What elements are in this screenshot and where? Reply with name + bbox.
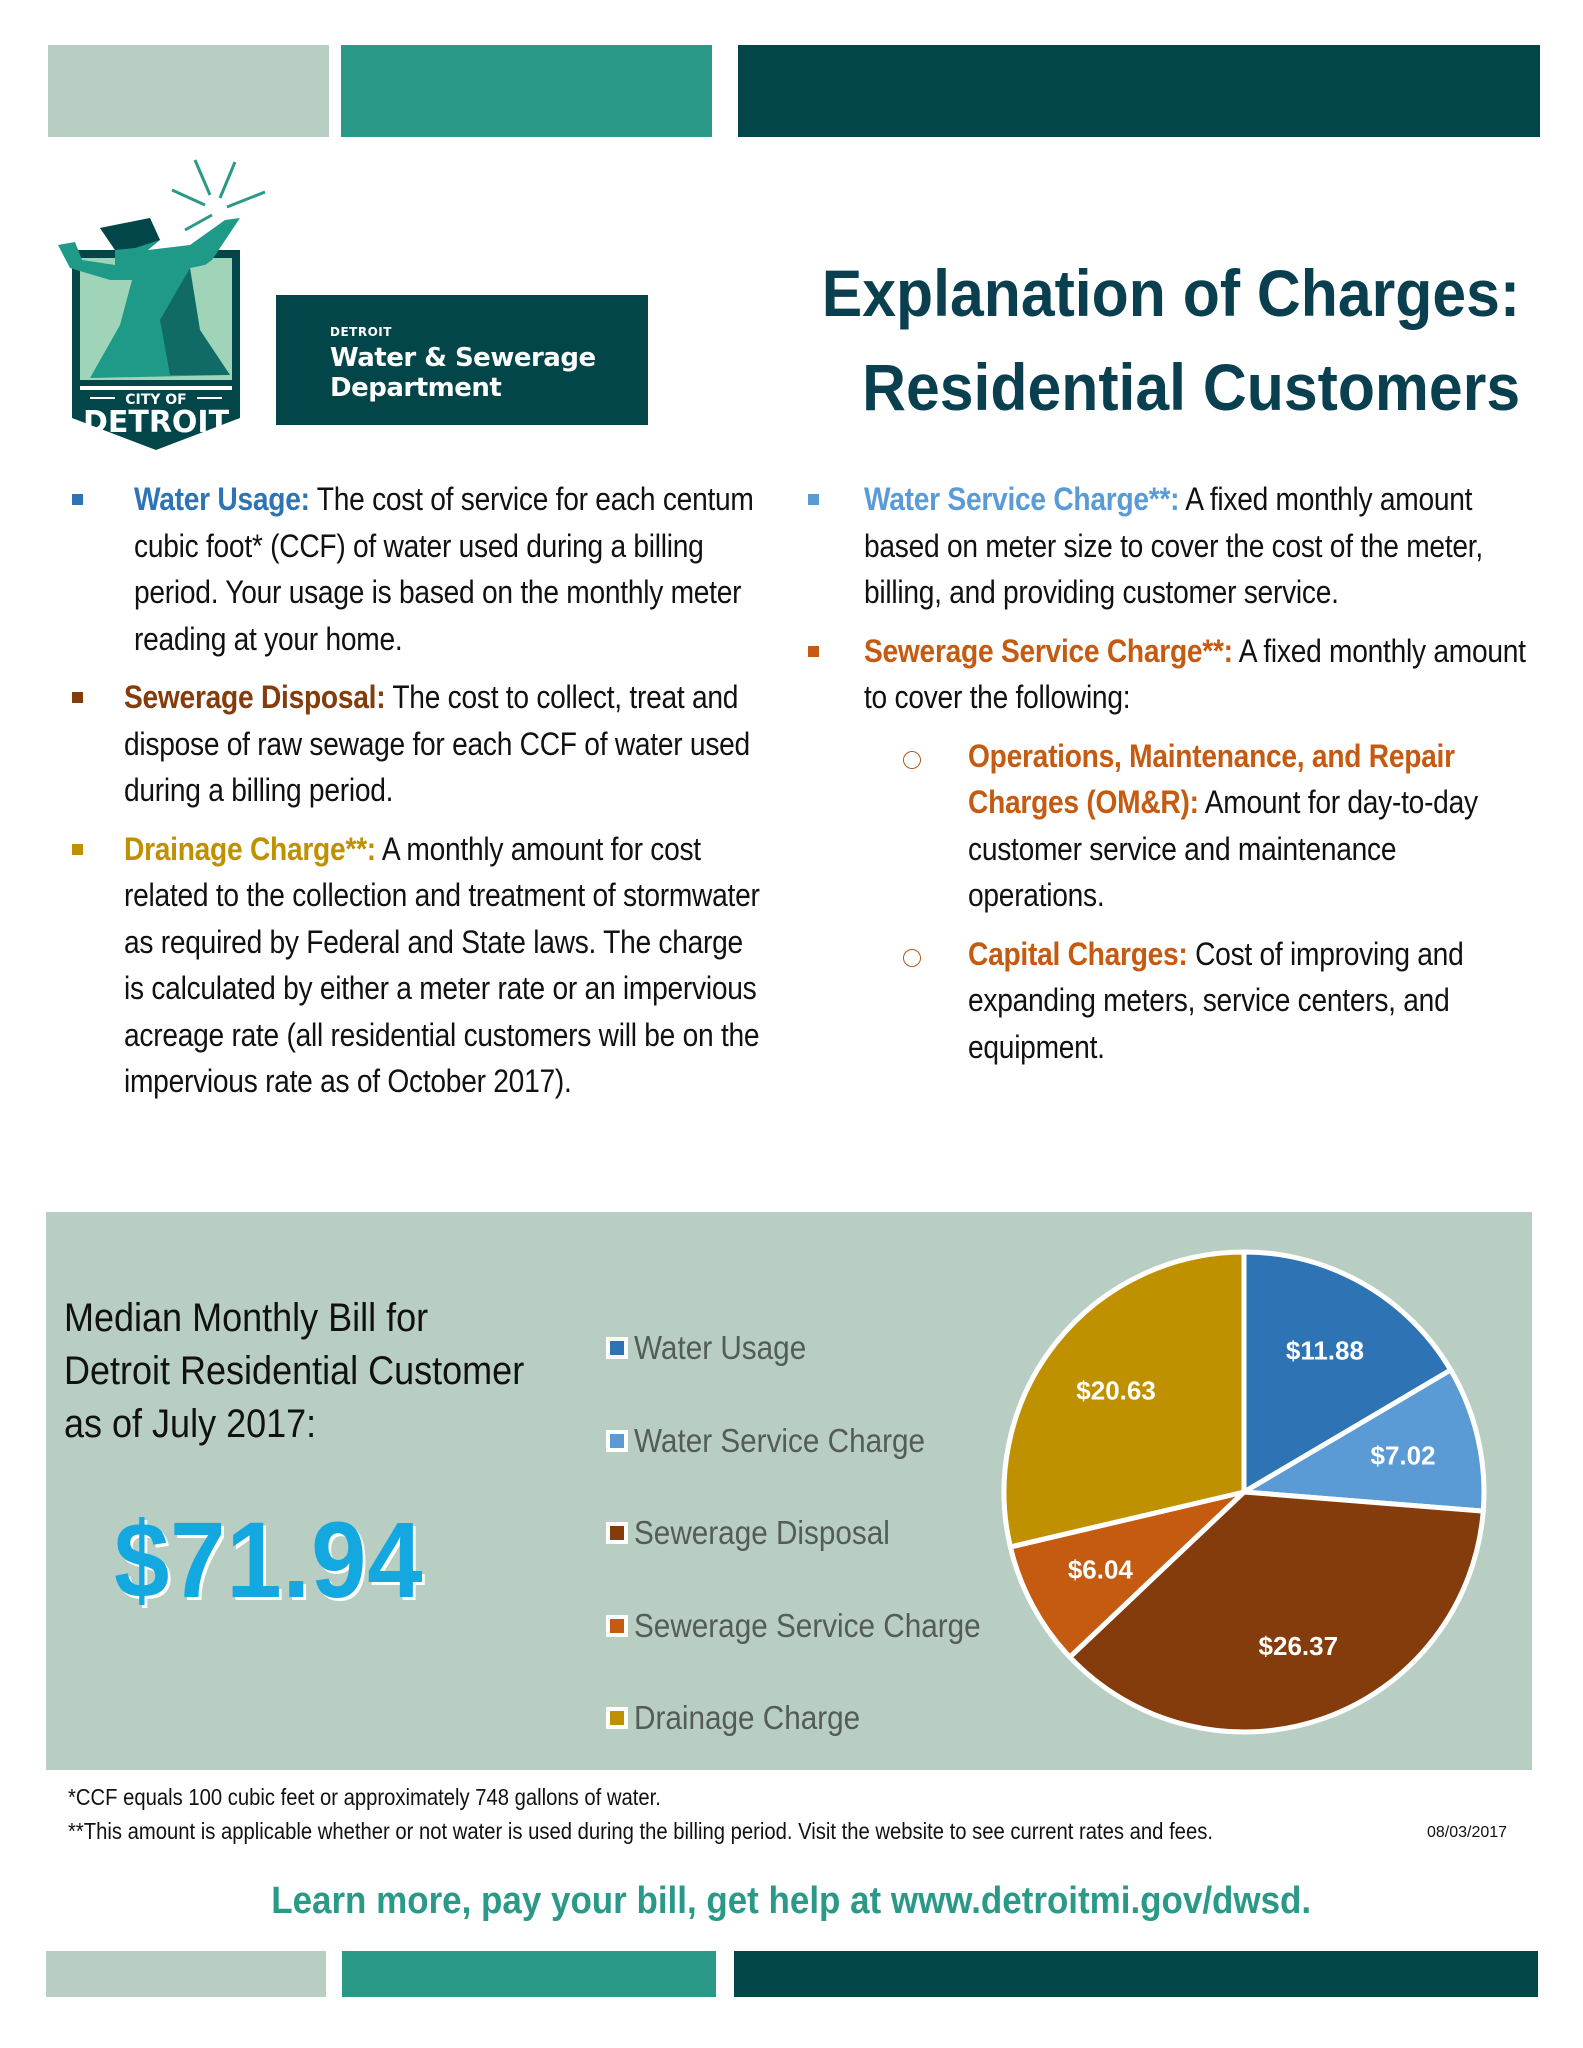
document-date: 08/03/2017 [1427,1824,1508,1841]
pie-label: $20.63 [1076,1375,1156,1406]
dwsd-logo [40,150,620,450]
legend-swatch [606,1615,628,1637]
footer-bar-light [46,1951,326,1997]
list-item-sewerage-service-charge: Sewerage Service Charge**: A fixed monthly amount to cover the following: [808,628,1528,721]
legend-item: Water Service Charge [606,1395,1019,1488]
legend-item: Drainage Charge [606,1672,1019,1765]
circle-bullet-icon [903,949,921,967]
square-bullet-icon [72,494,83,505]
logo-dept-name: Water & Sewerage Department [330,343,596,403]
list-item-water-service-charge: Water Service Charge**: A fixed monthly amount based on meter size to cover the cost of the meter, billing, and providing customer service. [808,476,1528,616]
list-item-water-usage: Water Usage: The cost of service for each centum cubic foot* (CCF) of water used during a billing period. Your usage is based on the monthly meter reading at your home. [68,476,768,662]
median-bill-panel [46,1212,1532,1770]
logo-city: DETROIT [82,405,230,440]
logo-city-of: CITY OF [125,392,187,408]
legend-item: Sewerage Disposal [606,1487,1019,1580]
legend-item: Water Usage [606,1302,1019,1395]
bill-label: Median Monthly Bill for Detroit Residential Customer as of July 2017: [64,1296,525,1446]
legend-swatch [606,1430,628,1452]
square-bullet-icon [808,646,819,657]
legend-item: Sewerage Service Charge [606,1580,1019,1673]
legend-swatch [606,1707,628,1729]
footer-bar-mid [342,1951,716,1997]
list-item-sewerage-disposal: Sewerage Disposal: The cost to collect, treat and dispose of raw sewage for each CCF of water used during a billing period. [68,674,768,814]
pie-label: $26.37 [1258,1630,1339,1661]
footnote-ccf: *CCF equals 100 cubic feet or approximately 748 gallons of water. [68,1784,661,1810]
header-bar-dark [738,45,1540,137]
legend-swatch [606,1522,628,1544]
circle-bullet-icon [903,751,921,769]
square-bullet-icon [72,844,83,855]
pie-label: $11.88 [1285,1335,1364,1366]
logo-dept-small: DETROIT [330,325,392,339]
footnote-applicable: **This amount is applicable whether or not water is used during the billing period. Visit the website to see current rates and fees. [68,1818,1213,1844]
header-bar-light [48,45,329,137]
sub-item-capital: Capital Charges: Cost of improving and expanding meters, service centers, and equipment. [808,931,1528,1071]
bill-amount: $71.94 [114,1499,424,1620]
right-column [808,476,1528,1082]
header-bar-mid [341,45,712,137]
pie-label: $6.04 [1067,1554,1133,1585]
chart-legend [606,1302,1019,1765]
square-bullet-icon [808,494,819,505]
footer-bar-dark [734,1951,1538,1997]
pie-label: $7.02 [1370,1440,1436,1471]
logo-department-band [276,295,648,425]
sub-item-omr: Operations, Maintenance, and Repair Charges (OM&R): Amount for day-to-day customer service and maintenance operations. [808,733,1528,919]
spirit-of-detroit-icon [40,150,280,450]
call-to-action-link[interactable]: Learn more, pay your bill, get help at www.detroitmi.gov/dwsd. [271,1880,1312,1922]
left-column [68,476,768,1117]
square-bullet-icon [72,692,83,703]
list-item-drainage-charge: Drainage Charge**: A monthly amount for cost related to the collection and treatment of stormwater as required by Federal and State laws. The charge is calculated by either a meter rate or an impervious acreage rate (all residential customers will be on the impervious rate as of October 2017). [68,826,768,1105]
pie-chart [984,1240,1504,1760]
legend-swatch [606,1337,628,1359]
page-title: Explanation of Charges: Residential Customers [821,256,1520,424]
